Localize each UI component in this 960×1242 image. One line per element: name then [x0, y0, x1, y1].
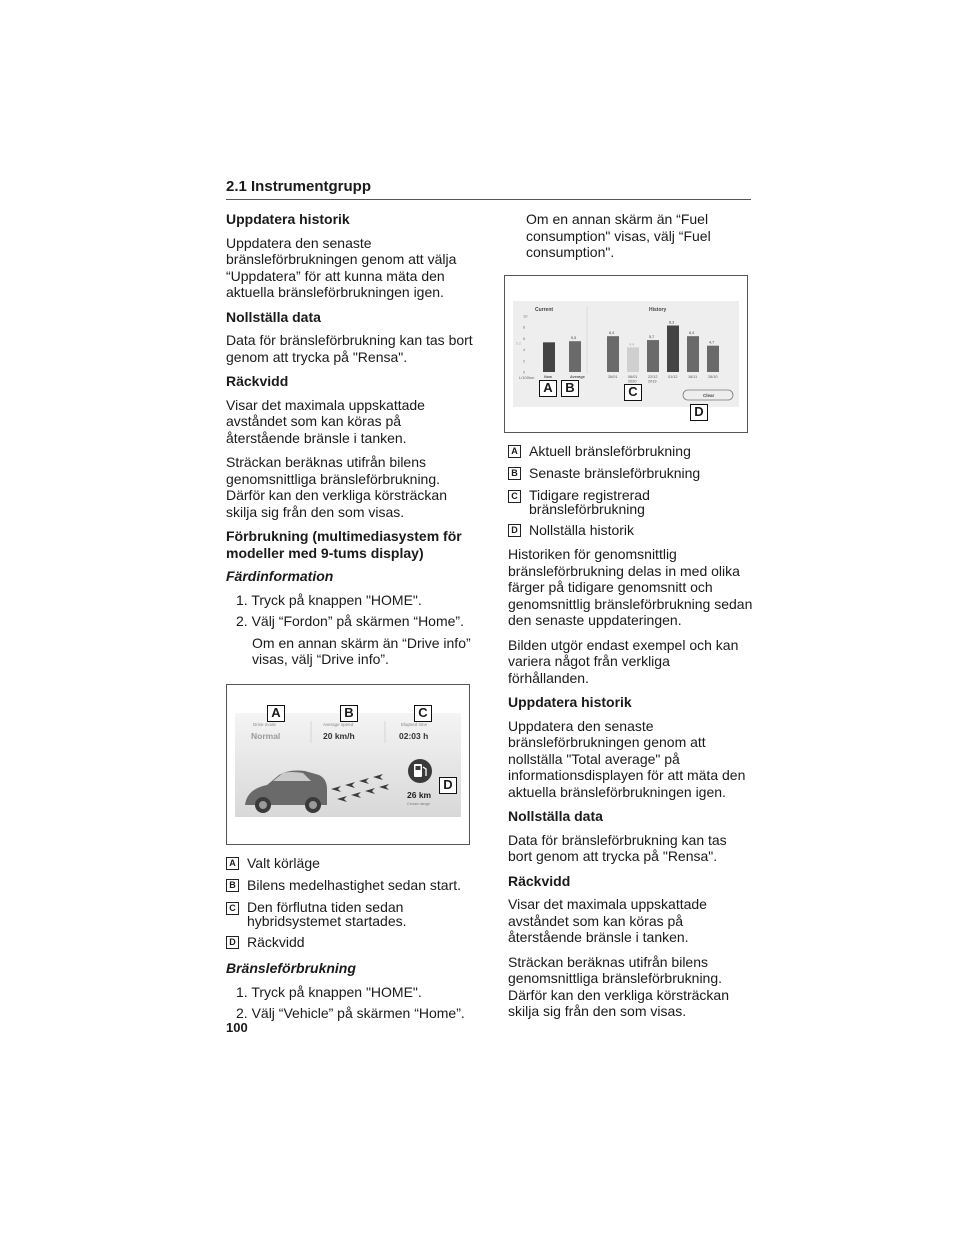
legend-key: D [226, 936, 239, 949]
legend-text: Räckvidd [247, 933, 305, 950]
heading-range: Räckvidd [226, 373, 289, 389]
bar-7 [707, 345, 719, 371]
fuel-steps [236, 984, 476, 1022]
paragraph-reset-data: Data för bränsleförbrukning kan tas bort genom att trycka på "Rensa". [226, 332, 473, 365]
callout-c: C [624, 384, 642, 401]
paragraph-range-1: Visar det maximala uppskattade avståndet som kan köras på återstående bränsle i tanken. [508, 896, 707, 945]
drive-info-figure [226, 684, 470, 845]
category-label: 26/01 [608, 374, 618, 379]
data-label: 4,4 [629, 341, 635, 346]
left-column [226, 211, 476, 1030]
legend-text: Den förflutna tiden sedan hybridsystemet startades. [247, 898, 407, 929]
heading-range: Räckvidd [508, 872, 571, 889]
legend-key: A [508, 445, 521, 458]
category-label: 16/11 [688, 374, 698, 379]
category-label: 01/12 [668, 374, 678, 379]
data-label: 8,3 [669, 320, 675, 325]
history-label: History [649, 306, 667, 313]
paragraph-update-history: Uppdatera den senaste bränsleförbrukningen genom att nollställa "Total average" på informationsdisplayen för att mäta den aktuella bränsleförbrukningen igen. [508, 717, 746, 800]
legend-text: Nollställa historik [529, 521, 635, 538]
legend-text: Valt körläge [247, 854, 320, 871]
bar-3 [627, 347, 639, 372]
legend-key: C [226, 902, 239, 915]
bar-4 [647, 340, 659, 372]
legend-item [508, 443, 753, 460]
callout-a: A [267, 705, 285, 722]
page-number: 100 [226, 1020, 248, 1035]
legend-item [226, 877, 476, 894]
value-drive-mode: Normal [251, 730, 281, 741]
y-tick-label: 2 [523, 357, 526, 363]
current-label: Current [535, 306, 554, 313]
heading-reset-data: Nollställa data [508, 808, 603, 824]
y-unit-label: L/100km [519, 374, 535, 380]
paragraph-range-2: Sträckan beräknas utifrån bilens genomsnittliga bränsleförbrukning. Därför kan den verkliga körsträckan skilja sig från den som visas. [226, 454, 447, 520]
bar-6 [687, 336, 699, 372]
value-elapsed-time: 02:03 h [399, 730, 429, 741]
data-label: 6,4 [689, 330, 695, 335]
bar-2 [607, 336, 619, 372]
label-average-speed: Average speed [323, 721, 354, 727]
section-rule [226, 199, 751, 200]
section-title: 2.1 Instrumentgrupp [226, 178, 372, 195]
callout-a: A [539, 380, 557, 397]
category-label: Now [544, 374, 553, 379]
legend-item [508, 488, 753, 516]
average-marker-label: 5.2 [516, 340, 521, 345]
bar-0 [543, 342, 555, 372]
legend-text: Senaste bränsleförbrukning [529, 465, 701, 481]
heading-reset-data: Nollställa data [226, 308, 321, 325]
bar-1 [569, 341, 581, 372]
category-label: 2020 [628, 379, 637, 383]
y-tick-label: 0 [523, 369, 526, 374]
paragraph-example: Bilden utgör endast exempel och kan variera något från verkliga förhållanden. [508, 636, 739, 686]
legend-item [508, 465, 753, 482]
legend-text: Tidigare registrerad bränsleförbrukning [529, 486, 650, 517]
fuel-step-2: 2. Välj “Vehicle” på skärmen “Home”. [236, 1005, 465, 1021]
heading-trip-info: Färdinformation [226, 568, 334, 584]
data-label: 6,4 [609, 330, 615, 335]
data-label: 5,5 [571, 335, 577, 340]
callout-b: B [561, 380, 579, 397]
right-column [508, 211, 753, 1028]
trip-step-1: 1. Tryck på knappen "HOME". [236, 591, 422, 608]
category-label: 22/12 [648, 374, 658, 379]
fuel-consumption-figure [504, 275, 748, 433]
heading-consumption: Förbrukning (multimediasystem för modeller med 9-tums display) [226, 528, 462, 561]
paragraph-range-2: Sträckan beräknas utifrån bilens genomsnittliga bränsleförbrukning. Därför kan den verkliga körsträckan skilja sig från den som visas. [508, 953, 729, 1019]
legend-key: A [226, 857, 239, 870]
paragraph-reset-data: Data för bränsleförbrukning kan tas bort genom att trycka på "Rensa". [508, 831, 727, 864]
y-tick-label: 6 [523, 335, 526, 341]
y-tick-label: 8 [523, 324, 526, 330]
data-label: 4,7 [709, 340, 715, 345]
value-average-speed: 20 km/h [323, 730, 355, 741]
y-tick-label: 10 [523, 313, 528, 318]
y-tick-label: 4 [523, 346, 526, 352]
legend-item [226, 900, 476, 928]
paragraph-range-1: Visar det maximala uppskattade avståndet som kan köras på återstående bränsle i tanken. [226, 396, 425, 446]
fuel-step-note: Om en annan skärm än “Fuel consumption" visas, välj “Fuel consumption". [526, 211, 711, 260]
trip-steps [236, 592, 476, 668]
callout-d: D [690, 404, 708, 421]
heading-update-history: Uppdatera historik [508, 694, 632, 710]
legend-item [226, 934, 476, 951]
category-label: 26/10 [708, 374, 718, 379]
heading-fuel-consumption: Bränsleförbrukning [226, 960, 356, 976]
legend-key: D [508, 524, 521, 537]
paragraph-update-history: Uppdatera den senaste bränsleförbrukningen genom att välja “Uppdatera” för att kunna mäta den aktuella bränsleförbrukningen igen. [226, 234, 457, 300]
legend-text: Bilens medelhastighet sedan start. [247, 877, 462, 893]
callout-d: D [439, 777, 457, 794]
category-label: 2019 [648, 379, 657, 383]
label-elapsed-time: Elapsed time [401, 721, 428, 727]
fuel-step-1: 1. Tryck på knappen "HOME". [236, 983, 422, 1000]
legend-item [226, 855, 476, 872]
trip-step-2: 2. Välj “Fordon” på skärmen “Home”. [236, 613, 464, 629]
legend-item [508, 522, 753, 539]
value-range: 26 km [407, 789, 432, 800]
bar-5 [667, 325, 679, 371]
heading-update-history: Uppdatera historik [226, 211, 350, 227]
callout-c: C [414, 705, 432, 722]
category-label: Average [570, 374, 585, 379]
trip-step-note: Om en annan skärm än “Drive info” visas, välj “Drive info”. [252, 634, 471, 667]
callout-b: B [340, 705, 358, 722]
category-label: 06/01 [628, 374, 638, 379]
legend-key: B [226, 879, 239, 892]
fuel-pump-icon [408, 759, 432, 783]
paragraph-history: Historiken för genomsnittlig bränsleförbrukning delas in med olika färger på tidigare genomsnitt och genomsnittlig bränsleförbrukning sedan den senaste uppdateringen. [508, 546, 753, 628]
clear-label: Clear [703, 392, 715, 398]
data-label: 5,7 [649, 334, 655, 339]
legend-key: B [508, 467, 521, 480]
fuel-consumption-chart [505, 276, 747, 432]
legend-text: Aktuell bränsleförbrukning [529, 442, 691, 459]
legend-key: C [508, 490, 521, 503]
label-range: Cruise range [407, 800, 430, 806]
label-drive-mode: Drive mode [253, 721, 277, 727]
